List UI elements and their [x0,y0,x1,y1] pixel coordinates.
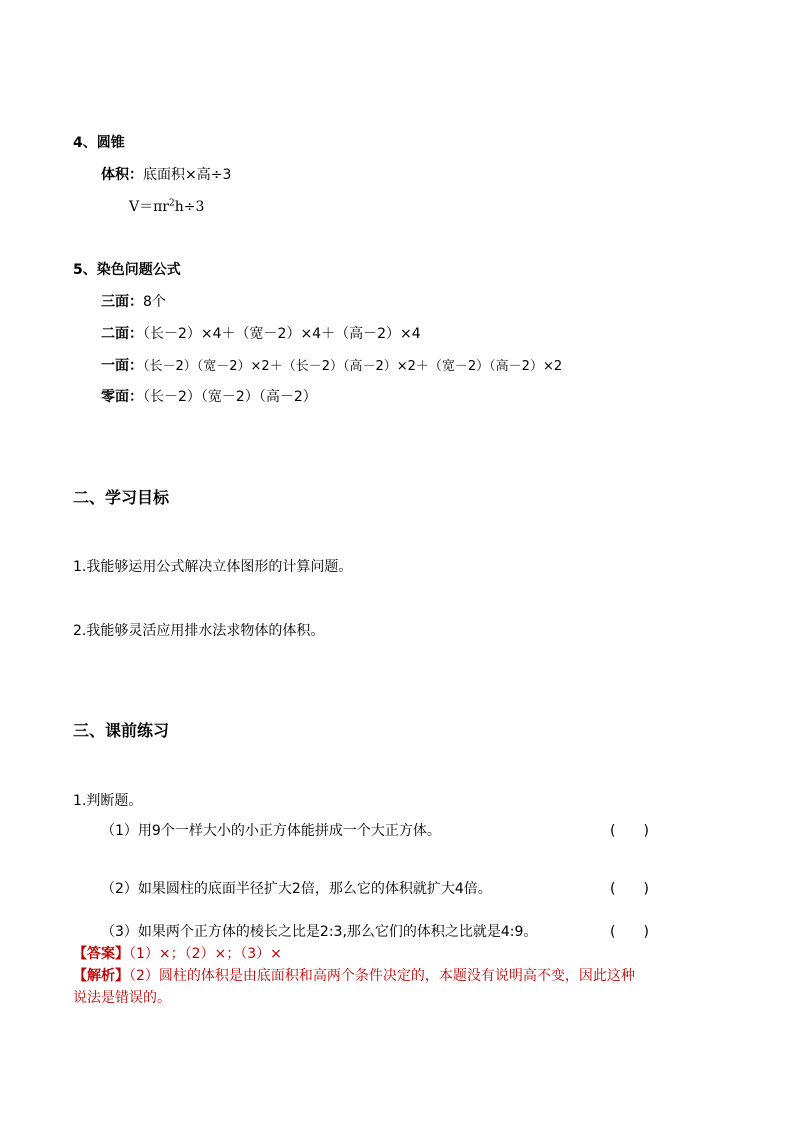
analysis-tag: 【解析】 [73,968,129,984]
painting-title: 5、染色问题公式 [73,262,181,278]
goal-item-1: 1.我能够运用公式解决立体图形的计算问题。 [73,559,353,575]
question-1-answer-blank: ( ) [610,823,649,839]
cone-formula-suffix: h÷3 [174,199,205,215]
painting-row-label: 二面： [101,326,143,342]
cone-volume-text: 底面积×高÷3 [143,167,232,183]
cone-formula-exponent: 2 [169,198,175,209]
answer-tag: 【答案】 [73,946,129,962]
painting-row-two-faces [101,325,421,343]
cone-formula [129,198,204,216]
cone-volume-label: 体积： [101,167,143,183]
goal-item-2: 2.我能够灵活应用排水法求物体的体积。 [73,623,325,639]
painting-row-three-faces [101,293,166,311]
painting-row-text: （长－2）（宽－2）×2＋（长－2）（高－2）×2＋（宽－2）（高－2）×2 [143,359,563,374]
painting-row-text: 8个 [143,294,166,310]
painting-row-one-face [101,357,562,376]
analysis-line [73,967,635,985]
practice-title: 三、课前练习 [73,721,170,740]
answer-text: （1）×；（2）×；（3）× [129,946,282,962]
cone-volume [101,166,231,184]
answer-line [73,945,282,963]
cone-title: 4、圆锥 [73,135,125,151]
question-2-answer-blank: ( ) [610,881,649,897]
practice-intro: 1.判断题。 [73,793,143,809]
cone-formula-prefix: V＝πr [129,199,170,215]
question-1-text: （1）用9个一样大小的小正方体能拼成一个大正方体。 [101,823,441,839]
painting-row-text: （长－2）×4＋（宽－2）×4＋（高－2）×4 [143,326,421,342]
painting-row-zero-faces [101,388,317,406]
analysis-text-continued: 说法是错误的。 [73,990,171,1006]
question-2-text: （2）如果圆柱的底面半径扩大2倍，那么它的体积就扩大4倍。 [101,881,492,897]
painting-row-label: 零面： [101,389,143,405]
question-3-answer-blank: ( ) [610,924,649,940]
painting-row-label: 一面： [101,358,143,374]
painting-row-label: 三面： [101,294,143,310]
goals-title: 二、学习目标 [73,488,170,507]
question-3-text: （3）如果两个正方体的棱长之比是2:3,那么它们的体积之比就是4:9。 [101,924,538,940]
painting-row-text: （长－2）（宽－2）（高－2） [143,389,317,405]
analysis-text: （2）圆柱的体积是由底面积和高两个条件决定的，本题没有说明高不变，因此这种 [129,968,635,984]
